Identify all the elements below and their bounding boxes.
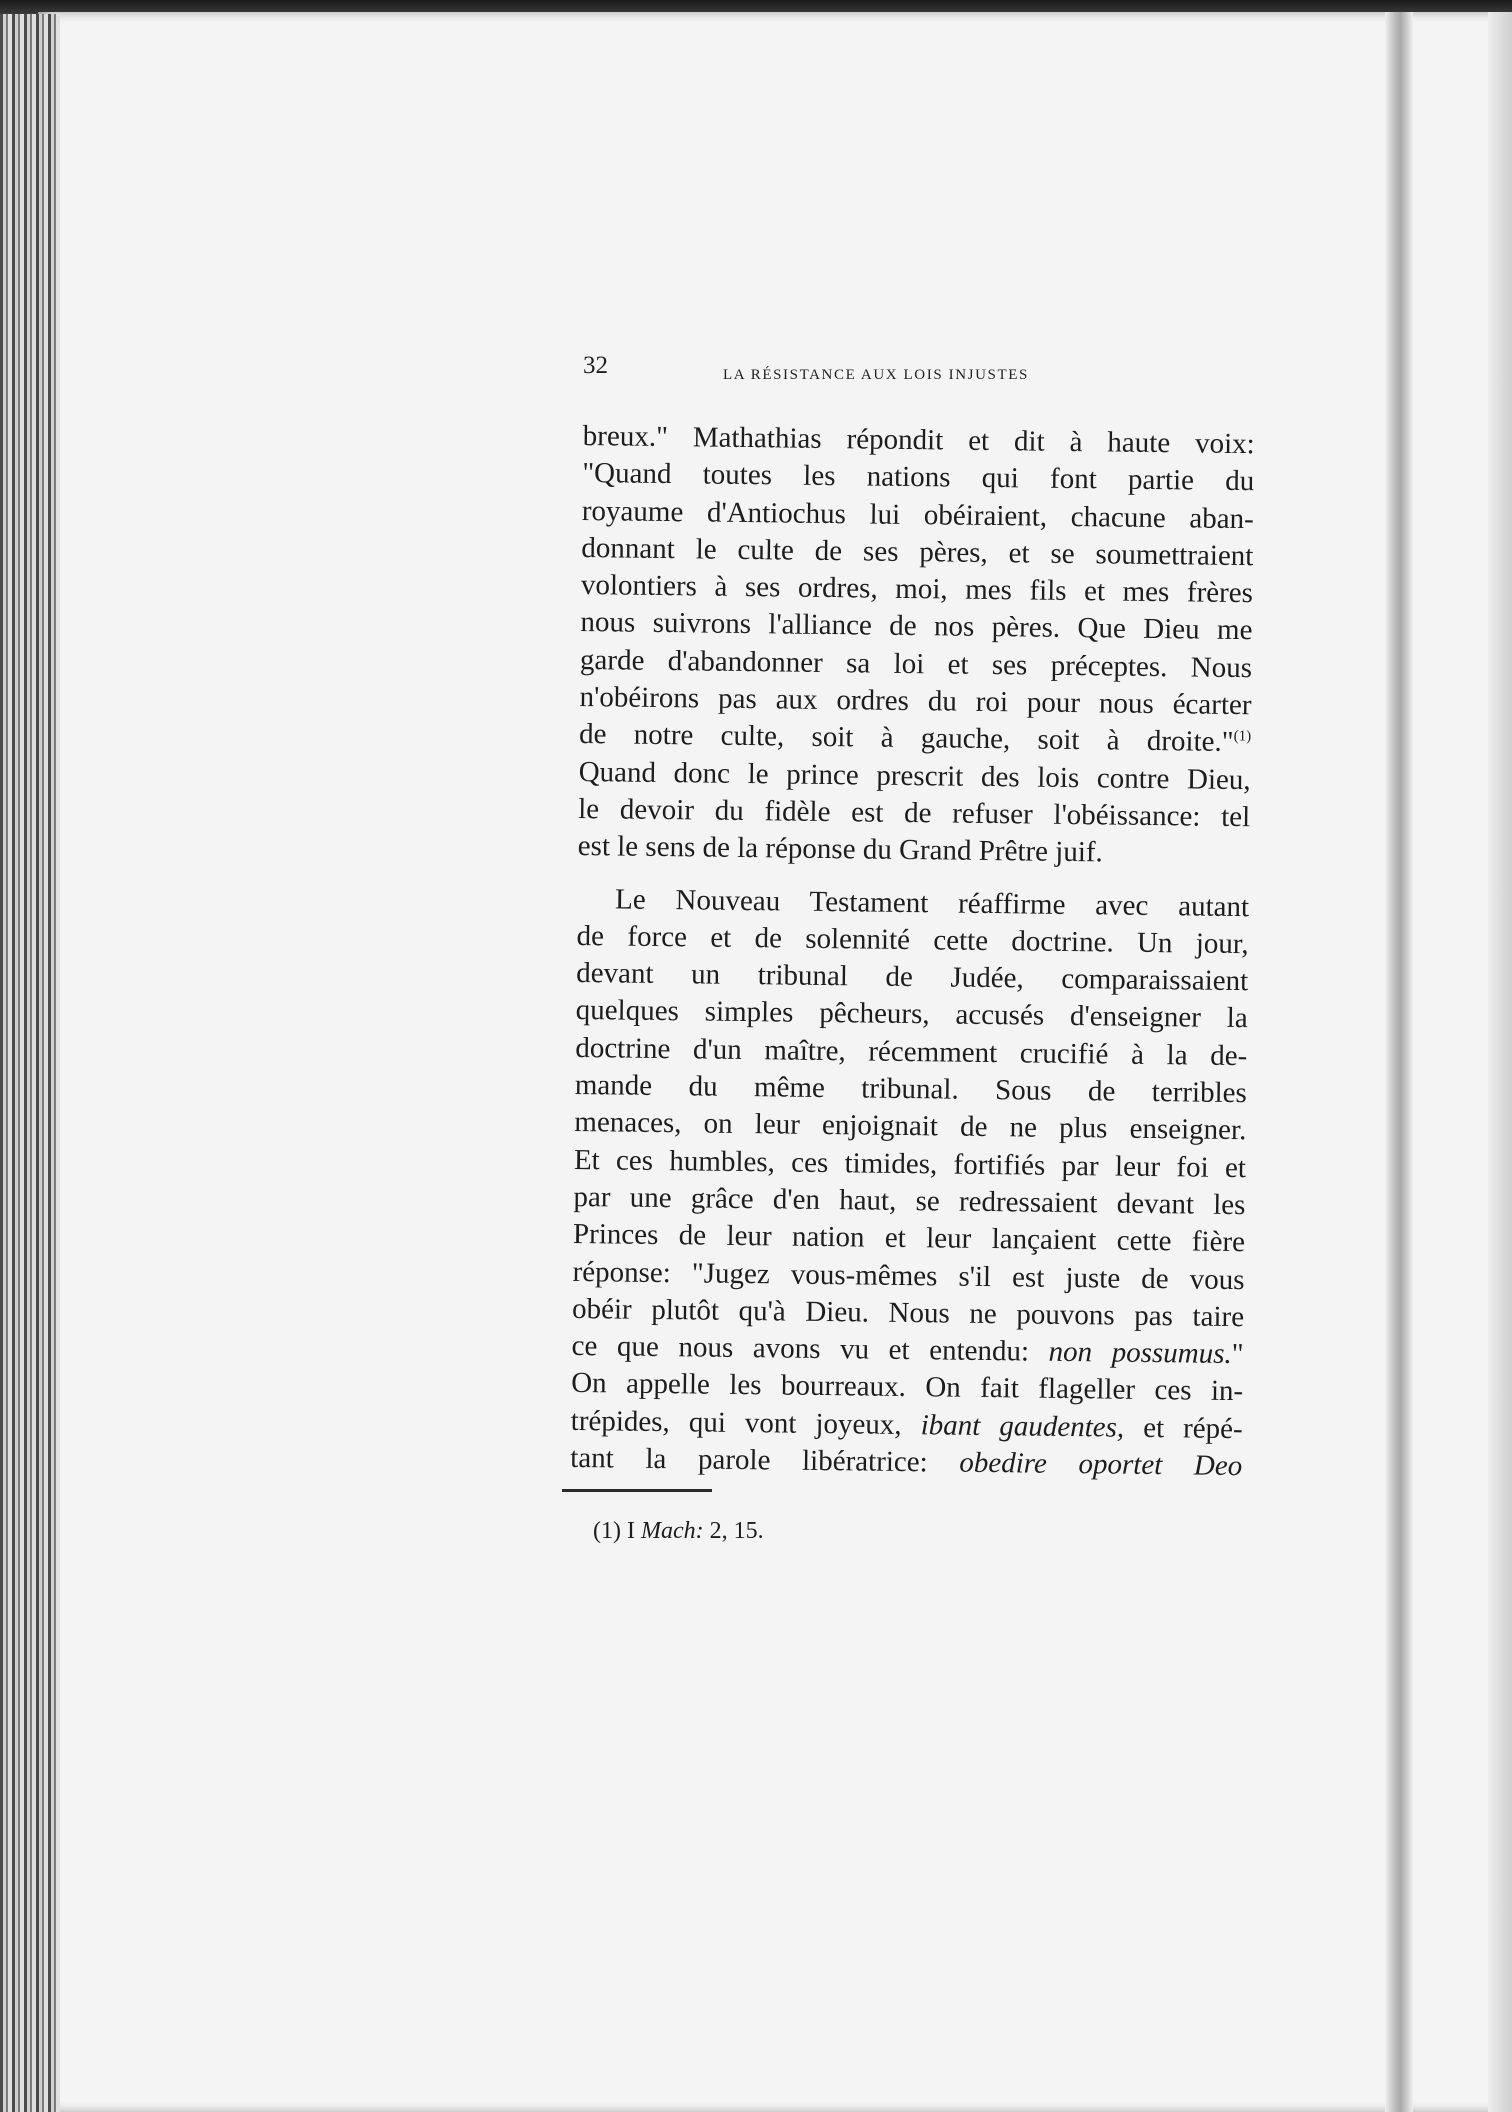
text-line: doctrine d'un maître, récemment crucifié à la de- bbox=[575, 1031, 1248, 1072]
footnote-reference: (1) bbox=[1233, 728, 1252, 745]
text-line: Quand donc le prince prescrit des lois contre Dieu, bbox=[578, 755, 1251, 796]
page-edge-right bbox=[1488, 12, 1512, 2112]
text-line: de force et de solennité cette doctrine. Un jour, bbox=[576, 919, 1249, 961]
body-text bbox=[570, 418, 1255, 1485]
text-line: Le Nouveau Testament réaffirme avec autant bbox=[614, 882, 1250, 923]
text-segment: " bbox=[1231, 1338, 1244, 1371]
page-edges-left bbox=[0, 14, 60, 2112]
text-line: obéir plutôt qu'à Dieu. Nous ne pouvons pas taire bbox=[571, 1292, 1245, 1333]
text-line: nous suivrons l'alliance de nos pères. Que Dieu me bbox=[580, 606, 1253, 647]
running-title: LA RÉSISTANCE AUX LOIS INJUSTES bbox=[723, 367, 1029, 383]
text-line: est le sens de la réponse du Grand Prêtre juif. bbox=[577, 830, 1103, 869]
text-line: par une grâce d'en haut, se redressaient devant les bbox=[573, 1180, 1246, 1222]
paragraph-1 bbox=[578, 418, 1255, 874]
text-line: le devoir du fidèle est de refuser l'obéissance: tel bbox=[578, 792, 1251, 834]
text-line: garde d'abandonner sa loi et ses préceptes. Nous bbox=[579, 643, 1253, 684]
text-line: volontiers à ses ordres, moi, mes fils et mes frères bbox=[580, 569, 1254, 610]
text-line: mande du même tribunal. Sous de terribles bbox=[574, 1068, 1247, 1110]
footnote bbox=[593, 1518, 764, 1545]
text-line: Et ces humbles, ces timides, fortifiés par leur foi et bbox=[573, 1143, 1247, 1184]
footnote-book: Mach: bbox=[640, 1518, 704, 1544]
text-segment: et répé- bbox=[1123, 1411, 1243, 1445]
latin-phrase: non possumus. bbox=[1048, 1335, 1232, 1371]
page-number: 32 bbox=[583, 352, 608, 379]
text-segment: trépides, qui vont joyeux, bbox=[570, 1404, 921, 1441]
text-line: breux." Mathathias répondit et dit à haute voix: bbox=[582, 419, 1255, 461]
text-line: menaces, on leur enjoignait de ne plus enseigner. bbox=[574, 1106, 1247, 1147]
text-line: n'obéirons pas aux ordres du roi pour nous écarter bbox=[579, 681, 1252, 722]
text-line: de notre culte, soit à gauche, soit à droite." bbox=[578, 718, 1234, 759]
footnote-roman: I bbox=[626, 1518, 635, 1544]
text-line: quelques simples pêcheurs, accusés d'enseigner la bbox=[575, 994, 1248, 1035]
text-line: royaume d'Antiochus lui obéiraient, chacune aban- bbox=[581, 494, 1255, 535]
latin-phrase: ibant gaudentes, bbox=[920, 1408, 1125, 1444]
text-line: réponse: "Jugez vous-mêmes s'il est juste de vous bbox=[572, 1255, 1245, 1296]
paragraph-2 bbox=[570, 881, 1249, 1486]
text-line: devant un tribunal de Judée, comparaissaient bbox=[576, 957, 1249, 998]
text-line: "Quand toutes les nations qui font partie du bbox=[582, 457, 1255, 498]
binding-shadow bbox=[1385, 12, 1413, 2112]
text-segment: tant la parole libératrice: bbox=[570, 1441, 960, 1479]
text-line: Princes de leur nation et leur lançaient cette fière bbox=[572, 1218, 1246, 1259]
text-segment: ce que nous avons vu et entendu: bbox=[571, 1330, 1049, 1368]
footnote-reference-text: 2, 15. bbox=[709, 1518, 764, 1544]
text-line: On appelle les bourreaux. On fait flageller ces in- bbox=[571, 1367, 1244, 1408]
text-line: donnant le culte de ses pères, et se soumettraient bbox=[581, 531, 1254, 573]
latin-phrase: obedire oportet Deo bbox=[959, 1446, 1243, 1483]
footnote-marker: (1) bbox=[593, 1518, 621, 1544]
footnote-rule bbox=[562, 1489, 712, 1492]
running-head bbox=[583, 352, 1512, 392]
